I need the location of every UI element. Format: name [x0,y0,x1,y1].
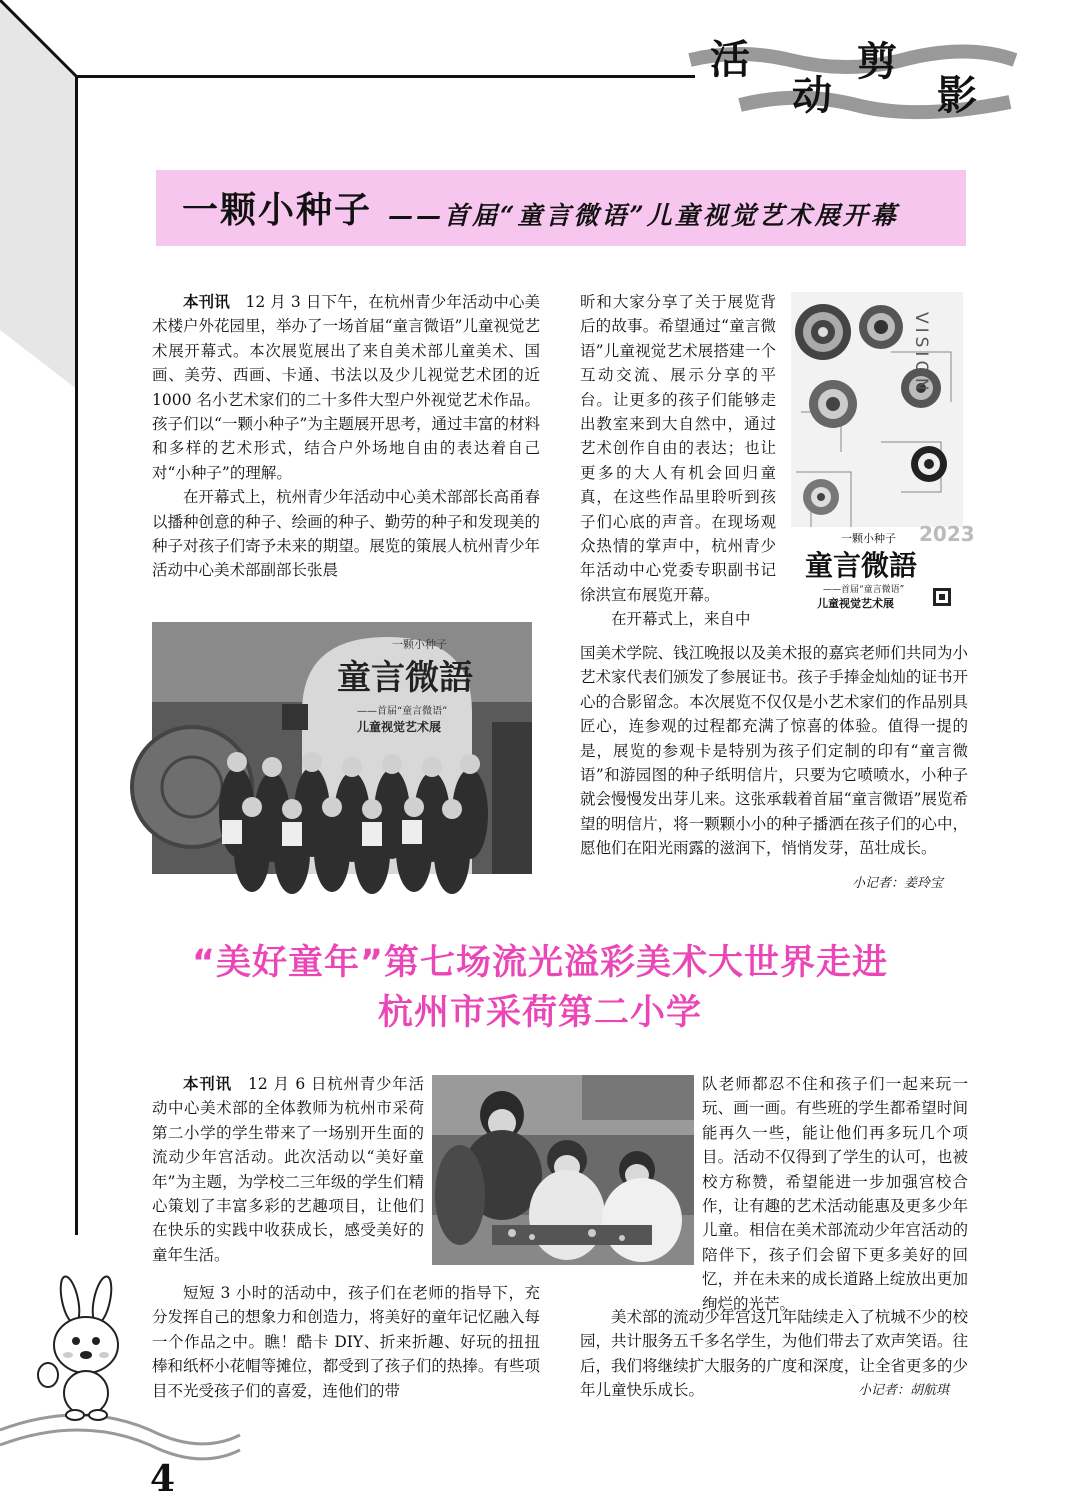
article2-title-line-1: “美好童年”第七场流光溢彩美术大世界走进 [191,943,888,983]
poster-year: 2023 [919,522,975,546]
article2-activity-photo [432,1075,694,1265]
article1-paragraph-4-rest: 国美术学院、钱江晚报以及美术报的嘉宾老师们共同为小艺术家代表们颁发了参展证书。孩子手捧金灿灿的证书开心的合影留念。本次展览不仅仅是小艺术家们的作品别具匠心，连参观的过程都充满了惊喜的体验。值得一提的是，展览的参观卡是特别为孩子们定制的印有“童言微语”和游园图的种子纸明信片，只要为它喷喷水，小种子就会慢慢发出芽儿来。这张承载着首届“童言微语”展览希望的明信片，将一颗颗小小的种子播洒在孩子们的心中，愿他们在阳光雨露的滋润下，悄悄发芽，茁壮成长。 [580,644,968,858]
header-char-1: 活 [710,37,750,83]
article1-column-2-continued [580,641,968,861]
article2-paragraph-3: 队老师都忍不住和孩子们一起来玩一玩、画一画。有些班的学生都希望时间能再久一些，能让他们再多玩几个项目。活动不仅得到了学生的认可，也被校方称赞，希望能进一步加强宫校合作，让有趣的艺术活动能惠及更多少年儿童。相信在美术部流动少年宫活动的陪伴下，孩子们会留下更多美好的回忆，并在未来的成长道路上绽放出更加绚烂的光芒。 [702,1075,968,1313]
article1-paragraph-3: 昕和大家分享了关于展览背后的故事。希望通过“童言微语”儿童视觉艺术展搭建一个互动交流、展示分享的平台。让更多的孩子们能够走出教室来到大自然中，通过艺术创作自由的表达；也让更多的大人有机会回归童真，在这些作品里聆听到孩子们心底的声音。在现场观众热情的掌声中，杭州青少年活动中心党委专职副书记徐洪宣布展览开幕。 [580,293,776,604]
header-char-3: 剪 [857,39,897,85]
article2-paragraph-2: 短短 3 小时的活动中，孩子们在老师的指导下，充分发挥自己的想象力和创造力，将美好的童年记忆融入每一个作品之中。瞧！酷卡 DIY、折来折趣、好玩的扭扭棒和纸杯小花帽等摊位，都受到了孩子们的热捧。有些项目不光受孩子们的喜爱，连他们的带 [152,1284,540,1400]
photo-big-title: 童言微語 [337,658,473,698]
article2-column-2 [702,1072,968,1316]
header-char-4: 影 [937,73,977,119]
rabbit-mascot-icon [30,1275,140,1420]
article1-column-2 [580,290,776,632]
article1-paragraph-1: 12 月 3 日下午，在杭州青少年活动中心美术楼户外花园里，举办了一场首届“童言微语”儿童视觉艺术展开幕式。本次展览展出了来自美术部儿童美术、国画、美劳、西画、卡通、书法以及少儿视觉艺术团的近 1000 名小艺术家们的二十多件大型户外视觉艺术作品。孩子们以“一颗小种子”为主题展开思考，通过丰富的材料和多样的艺术形式，结合户外场地自由的表达着自己对“小种子”的理解。 [152,293,540,482]
article2-paragraph-1: 12 月 6 日杭州青少年活动中心美术部的全体教师为杭州市采荷第二小学的学生带来了一场别开生面的流动少年宫活动。此次活动以“美好童年”为主题，为学校二三年级的学生们精心策划了丰富多彩的艺趣项目，让他们在快乐的实践中收获成长，感受美好的童年生活。 [152,1075,424,1264]
article2-paragraph-4: 美术部的流动少年宫这几年陆续走入了杭城不少的校园，共计服务五千多名学生，为他们带去了欢声笑语。往后，我们将继续扩大服务的广度和深度，让全省更多的少年儿童快乐成长。 [580,1308,968,1400]
poster-vision-text: VISION [911,312,931,395]
article1-paragraph-4-start: 在开幕式上，来自中 [611,610,751,629]
header-char-2: 动 [792,73,832,119]
page-number: 4 [150,1458,176,1500]
article1-column-1 [152,290,540,583]
article1-group-photo [152,622,532,874]
poster-small-title: 一颗小种子 [841,532,896,545]
photo-small-title: 一颗小种子 [392,638,447,651]
poster-subtitle-2: 儿童视觉艺术展 [817,597,894,610]
article1-title-main: 一颗小种子 [182,190,373,231]
photo-subtitle-2: 儿童视觉艺术展 [357,720,442,734]
frame-left-rule [75,75,78,1235]
article1-byline: 小记者：姜玲宝 [852,876,944,891]
article1-title-sub: ——首届“童言微语”儿童视觉艺术展开幕 [388,201,899,230]
photo-subtitle-1: ——首届“童言微语” [357,706,448,717]
activity-photo-scene [432,1075,694,1265]
article1-lead: 本刊讯 [183,293,230,311]
article2-byline: 小记者：胡航琪 [858,1383,950,1398]
frame-top-rule [75,75,695,78]
poster-big-title: 童言微語 [805,549,918,582]
poster-subtitle-1: ——首届“童言微语” [823,585,905,595]
article1-paragraph-2: 在开幕式上，杭州青少年活动中心美术部部长高甬春以播种创意的种子、绘画的种子、勤劳的种子和发现美的种子对孩子们寄予未来的期望。展览的策展人杭州青少年活动中心美术部副部长张晨 [152,488,540,580]
page-corner-fold [0,0,110,400]
article2-title-line-2: 杭州市采荷第二小学 [377,993,702,1033]
article2-lead: 本刊讯 [183,1075,232,1093]
exhibition-poster [791,292,975,620]
